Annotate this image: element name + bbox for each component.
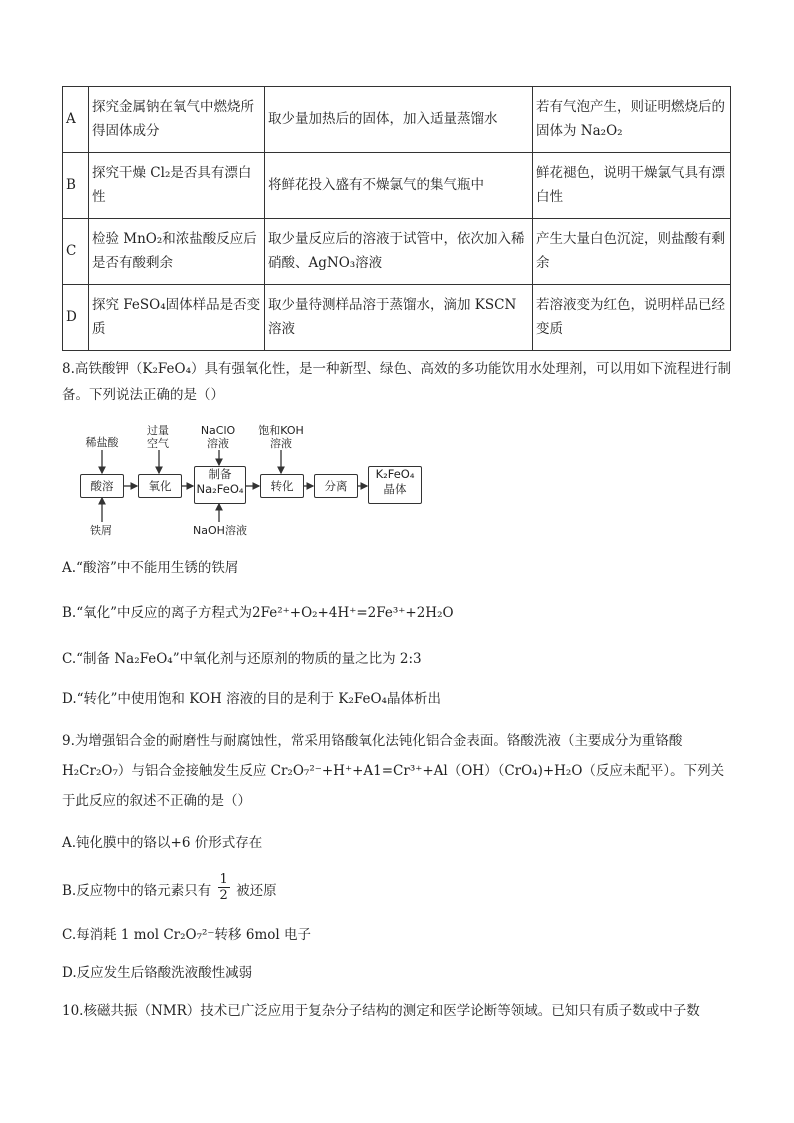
input-naclo-solution-label: 溶液 [207, 437, 229, 450]
row-option: A [63, 87, 89, 153]
step-conversion-box: 转化 [260, 474, 304, 498]
q8-option-a: A.“酸溶”中不能用生锈的铁屑 [62, 560, 239, 576]
q8-option-d: D.“转化”中使用饱和 KOH 溶液的目的是利于 K₂FeO₄晶体析出 [62, 691, 441, 707]
input-excess-label: 过量 [147, 424, 169, 437]
fraction-numerator: 1 [219, 872, 228, 887]
fraction [218, 872, 230, 903]
table-row [63, 285, 731, 351]
q9-option-b-tail: 被还原 [236, 883, 277, 899]
fraction-denominator: 2 [219, 888, 228, 903]
row-conclusion: 若溶液变为红色，说明样品已经变质 [533, 285, 731, 351]
q9-option-c: C.每消耗 1 mol Cr₂O₇²⁻转移 6mol 电子 [62, 927, 311, 943]
input-koh-label: 饱和KOH [258, 424, 304, 437]
row-conclusion: 产生大量白色沉淀，则盐酸有剩余 [533, 219, 731, 285]
step-prepare-formula: Na₂FeO₄ [196, 482, 244, 496]
input-air-label: 空气 [147, 437, 169, 450]
row-conclusion: 鲜花褪色，说明干燥氯气具有漂白性 [533, 153, 731, 219]
q9-option-b [62, 872, 277, 912]
flow-arrows [62, 420, 442, 542]
row-purpose: 检验 MnO₂和浓盐酸反应后是否有酸剩余 [89, 219, 265, 285]
q8-option-c: C.“制备 Na₂FeO₄”中氧化剂与还原剂的物质的量之比为 2:3 [62, 651, 422, 667]
table-row [63, 153, 731, 219]
step-prepare-label: 制备 [208, 467, 232, 481]
table-row [63, 219, 731, 285]
row-purpose: 探究 FeSO₄固体样品是否变质 [89, 285, 265, 351]
row-option: B [63, 153, 89, 219]
product-crystal-label: 晶体 [383, 482, 407, 496]
product-formula: K₂FeO₄ [375, 467, 415, 481]
step-acid-dissolve-box: 酸溶 [80, 474, 124, 498]
input-naclo-label: NaClO [200, 424, 236, 437]
input-koh-solution-label: 溶液 [270, 437, 292, 450]
step-separation-box: 分离 [314, 474, 358, 498]
question-8-stem: 8.高铁酸钾（K₂FeO₄）具有强氧化性，是一种新型、绿色、高效的多功能饮用水处理剂，可以用如下流程进行制备。下列说法正确的是（） [62, 361, 731, 403]
row-conclusion: 若有气泡产生，则证明燃烧后的固体为 Na₂O₂ [533, 87, 731, 153]
process-flow-diagram [62, 420, 442, 542]
q9-option-a: A.钝化膜中的铬以+6 价形式存在 [62, 835, 263, 851]
row-operation: 取少量待测样品溶于蒸馏水，滴加 KSCN 溶液 [265, 285, 533, 351]
question-9-stem: 9.为增强铝合金的耐磨性与耐腐蚀性，常采用铬酸氧化法钝化铝合金表面。铬酸洗液（主要成分为重铬酸H₂Cr₂O₇）与铝合金接触发生反应 Cr₂O₇²⁻+H⁺+A1=Cr³⁺+Al（OH）（CrO₄)+H₂O（反应未配平）。下列关于此反应的叙述不正确的是（） [62, 733, 725, 809]
row-operation: 取少量加热后的固体，加入适量蒸馏水 [265, 87, 533, 153]
row-option: D [63, 285, 89, 351]
row-purpose: 探究金属钠在氧气中燃烧所得固体成分 [89, 87, 265, 153]
row-option: C [63, 219, 89, 285]
table-row [63, 87, 731, 153]
row-operation: 将鲜花投入盛有不燥氯气的集气瓶中 [265, 153, 533, 219]
q9-option-d: D.反应发生后铬酸洗液酸性减弱 [62, 965, 253, 981]
q9-option-b-text: B.反应物中的铬元素只有 [62, 883, 212, 899]
experiment-table [62, 86, 731, 351]
question-10-stem: 10.核磁共振（NMR）技术已广泛应用于复杂分子结构的测定和医学论断等领域。已知只有质子数或中子数 [62, 1003, 700, 1019]
input-iron-scraps: 铁屑 [90, 524, 112, 537]
q8-option-b: B.“氧化”中反应的离子方程式为2Fe²⁺+O₂+4H⁺=2Fe³⁺+2H₂O [62, 605, 454, 621]
row-purpose: 探究干燥 Cl₂是否具有漂白性 [89, 153, 265, 219]
input-naoh-solution: NaOH溶液 [193, 524, 247, 537]
row-operation: 取少量反应后的溶液于试管中，依次加入稀硝酸、AgNO₃溶液 [265, 219, 533, 285]
input-hydrochloric-acid: 稀盐酸 [85, 436, 119, 449]
step-oxidation-box: 氧化 [138, 474, 182, 498]
